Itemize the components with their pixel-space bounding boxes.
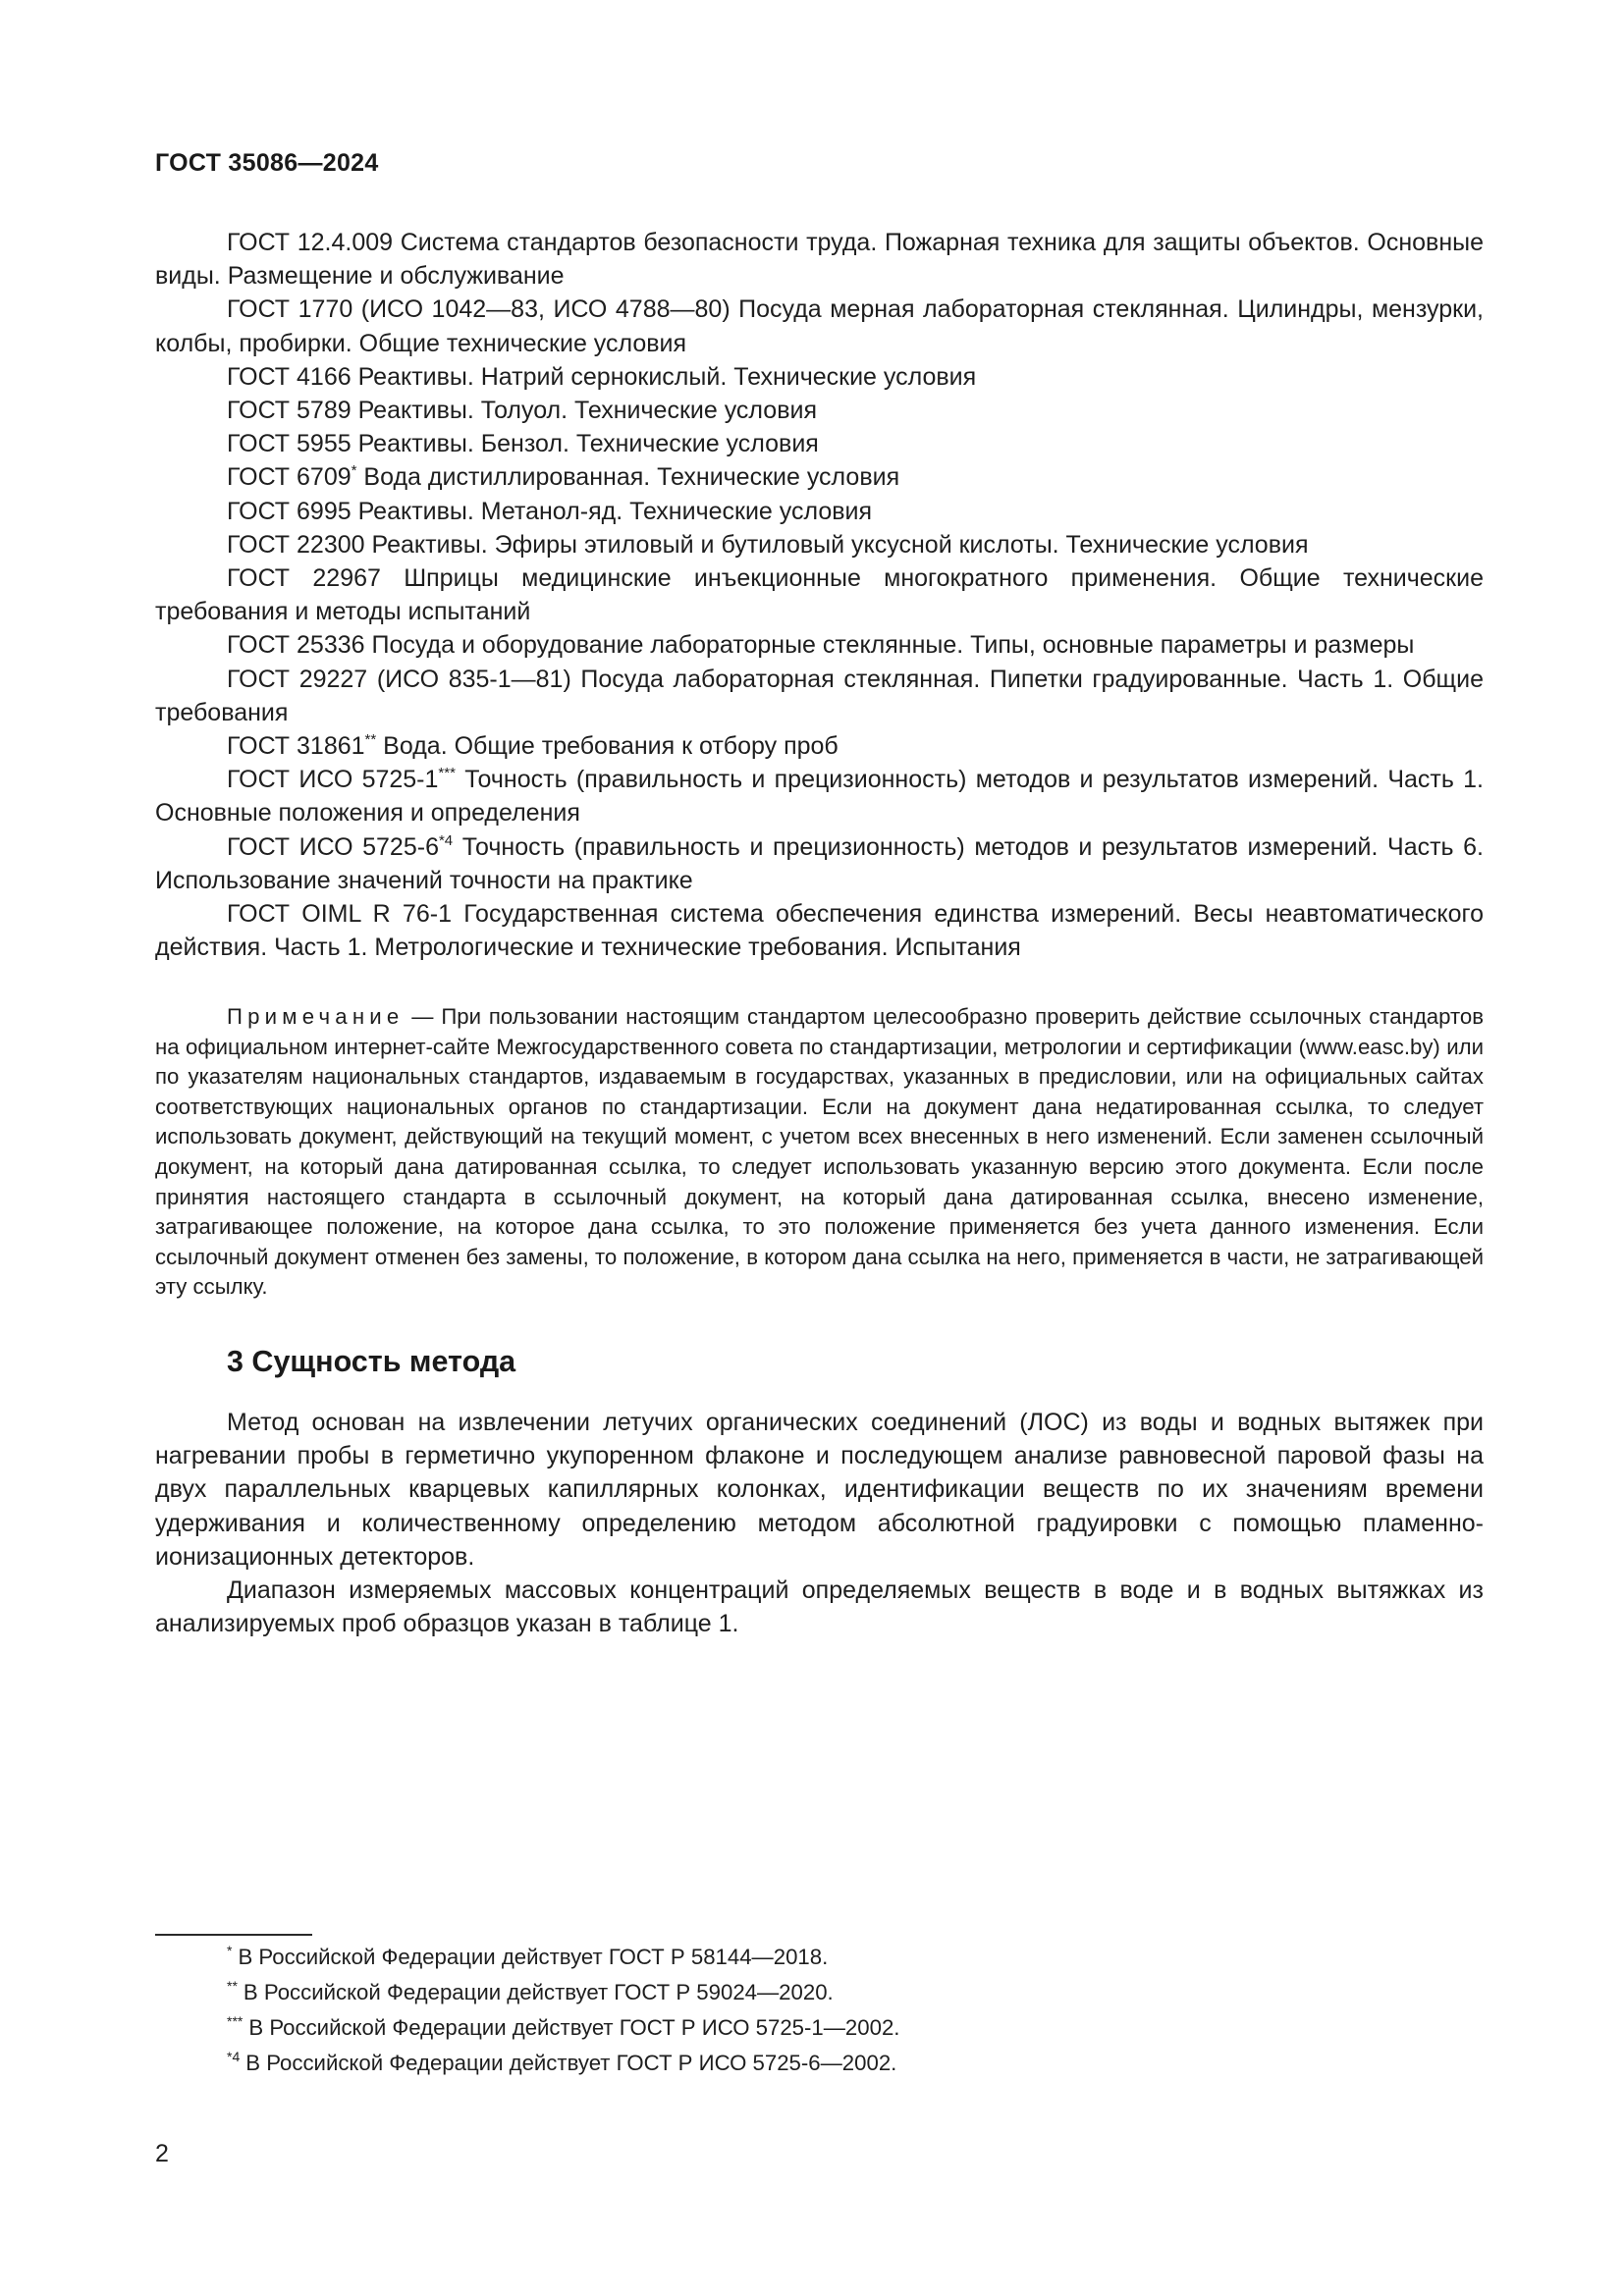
reference-title: Реактивы. Натрий сернокислый. Технические условия bbox=[351, 362, 977, 391]
reference-title: Шприцы медицинские инъекционные многократного применения. Общие технические требования и методы испытаний bbox=[155, 564, 1484, 626]
footnote-item bbox=[227, 1940, 899, 1975]
references-note bbox=[155, 1002, 1484, 1303]
reference-item bbox=[155, 226, 1484, 293]
reference-title: Государственная система обеспечения единства измерений. Весы неавтоматического действия. Часть 1. Метрологические и технические требования. Испытания bbox=[155, 900, 1484, 962]
reference-title: Реактивы. Эфиры этиловый и бутиловый уксусной кислоты. Технические условия bbox=[364, 530, 1309, 559]
normative-references-list bbox=[155, 226, 1484, 964]
reference-item bbox=[155, 628, 1484, 662]
footnote-text: В Российской Федерации действует ГОСТ Р 59024—2020. bbox=[243, 1980, 834, 2004]
footnote-text: В Российской Федерации действует ГОСТ Р ИСО 5725-1—2002. bbox=[248, 2015, 900, 2040]
reference-code: ГОСТ 6995 bbox=[227, 497, 352, 525]
reference-code: ГОСТ 5955 bbox=[227, 430, 352, 458]
reference-code: ГОСТ 12.4.009 bbox=[227, 229, 394, 256]
reference-item bbox=[155, 663, 1484, 729]
reference-item bbox=[155, 830, 1484, 897]
reference-item bbox=[155, 528, 1484, 561]
document-header: ГОСТ 35086—2024 bbox=[155, 149, 379, 177]
reference-code: ГОСТ 5789 bbox=[227, 397, 352, 425]
reference-title: Реактивы. Толуол. Технические условия bbox=[351, 397, 817, 425]
reference-title: Точность (правильность и прецизионность) методов и результатов измерений. Часть 6. Использование значений точности на практике bbox=[155, 832, 1484, 894]
footnote-marker: ** bbox=[364, 731, 377, 749]
reference-item bbox=[155, 561, 1484, 628]
reference-title: Посуда и оборудование лабораторные стеклянные. Типы, основные параметры и размеры bbox=[364, 631, 1415, 660]
note-text: — При пользовании настоящим стандартом целесообразно проверить действие ссылочных стандартов на официальном интернет-сайте Межгосударственного совета по стандартизации, метрологии и сертификации (www.easc.by) или по указателям национальных стандартов, издаваемым в государствах, указанных в предисловии, или на официальных сайтах соответствующих национальных органов по стандартизации. Если на документ дана недатированная ссылка, то следует использовать документ, действующий на текущий момент, с учетом всех внесенных в него изменений. Если заменен ссылочный документ, на который дана датированная ссылка, то следует использовать указанную версию этого документа. Если после принятия настоящего стандарта в ссылочный документ, на который дана датированная ссылка, внесено изменение, затрагивающее положение, на которое дана ссылка, то это положение применяется без учета данного изменения. Если ссылочный документ отменен без замены, то положение, в котором дана ссылка на него, применяется в части, не затрагивающей эту ссылку. bbox=[155, 1004, 1484, 1300]
footnotes-list bbox=[227, 1940, 899, 2081]
reference-code: ГОСТ 6709 bbox=[227, 463, 352, 492]
footnote-text: В Российской Федерации действует ГОСТ Р ИСО 5725-6—2002. bbox=[245, 2051, 897, 2075]
reference-code: ГОСТ 22967 bbox=[227, 564, 381, 593]
reference-item bbox=[155, 293, 1484, 359]
footnote-mark: * bbox=[227, 1943, 233, 1958]
reference-code: ГОСТ ИСО 5725-6 bbox=[227, 832, 439, 861]
reference-title: (ИСО 1042—83, ИСО 4788—80) Посуда мерная лабораторная стеклянная. Цилиндры, мензурки, колбы, пробирки. Общие технические условия bbox=[155, 295, 1485, 357]
reference-title: Вода дистиллированная. Технические условия bbox=[356, 463, 900, 492]
reference-code: ГОСТ ИСО 5725-1 bbox=[227, 766, 439, 794]
reference-item bbox=[155, 729, 1484, 763]
section-paragraph: Метод основан на извлечении летучих органических соединений (ЛОС) из воды и водных вытяжек при нагревании пробы в герметично укупоренном флаконе и последующем анализе равновесной паровой фазы на двух параллельных кварцевых капиллярных колонках, идентификации веществ по их значениям времени удерживания и количественному определению методом абсолютной градуировки с помощью пламенно-ионизационных детекторов. bbox=[155, 1409, 1484, 1571]
reference-item bbox=[155, 763, 1484, 829]
reference-code: ГОСТ 31861 bbox=[227, 732, 365, 761]
reference-code: ГОСТ 22300 bbox=[227, 530, 365, 559]
footnote-separator bbox=[155, 1934, 312, 1936]
footnote-marker: * bbox=[351, 462, 357, 480]
note-label: Примечание bbox=[227, 1004, 405, 1029]
section-paragraph: Диапазон измеряемых массовых концентраций определяемых веществ в воде и в водных вытяжках из анализируемых проб образцов указан в таблице 1. bbox=[155, 1576, 1484, 1638]
footnote-mark: *4 bbox=[227, 2049, 241, 2064]
reference-code: ГОСТ 1770 bbox=[227, 295, 353, 324]
reference-item bbox=[155, 360, 1484, 394]
reference-title: Точность (правильность и прецизионность) методов и результатов измерений. Часть 1. Основные положения и определения bbox=[155, 766, 1484, 828]
page-number: 2 bbox=[155, 2140, 169, 2167]
footnote-item bbox=[227, 2046, 899, 2081]
reference-title: Система стандартов безопасности труда. Пожарная техника для защиты объектов. Основные виды. Размещение и обслуживание bbox=[155, 229, 1484, 291]
reference-title: Вода. Общие требования к отбору проб bbox=[376, 732, 839, 761]
reference-item bbox=[155, 394, 1484, 427]
reference-item bbox=[155, 460, 1484, 494]
reference-code: ГОСТ 4166 bbox=[227, 362, 352, 391]
footnote-mark: *** bbox=[227, 2013, 244, 2029]
reference-item bbox=[155, 897, 1484, 964]
reference-code: ГОСТ OIML R 76-1 bbox=[227, 900, 452, 929]
footnote-marker: *4 bbox=[438, 831, 454, 849]
section-heading: 3 Сущность метода bbox=[227, 1345, 516, 1378]
footnote-mark: ** bbox=[227, 1978, 238, 1994]
footnote-text: В Российской Федерации действует ГОСТ Р 58144—2018. bbox=[238, 1945, 829, 1969]
footnote-item bbox=[227, 1975, 899, 2010]
reference-item bbox=[155, 495, 1484, 528]
section-body bbox=[155, 1406, 1484, 1640]
reference-code: ГОСТ 25336 bbox=[227, 631, 365, 660]
reference-code: ГОСТ 29227 bbox=[227, 665, 368, 693]
reference-title: Реактивы. Бензол. Технические условия bbox=[351, 430, 819, 458]
footnote-marker: *** bbox=[438, 765, 456, 782]
reference-title: (ИСО 835-1—81) Посуда лабораторная стеклянная. Пипетки градуированные. Часть 1. Общие требования bbox=[155, 665, 1484, 726]
reference-item bbox=[155, 427, 1484, 460]
footnote-item bbox=[227, 2010, 899, 2046]
reference-title: Реактивы. Метанол-яд. Технические условия bbox=[351, 497, 873, 525]
